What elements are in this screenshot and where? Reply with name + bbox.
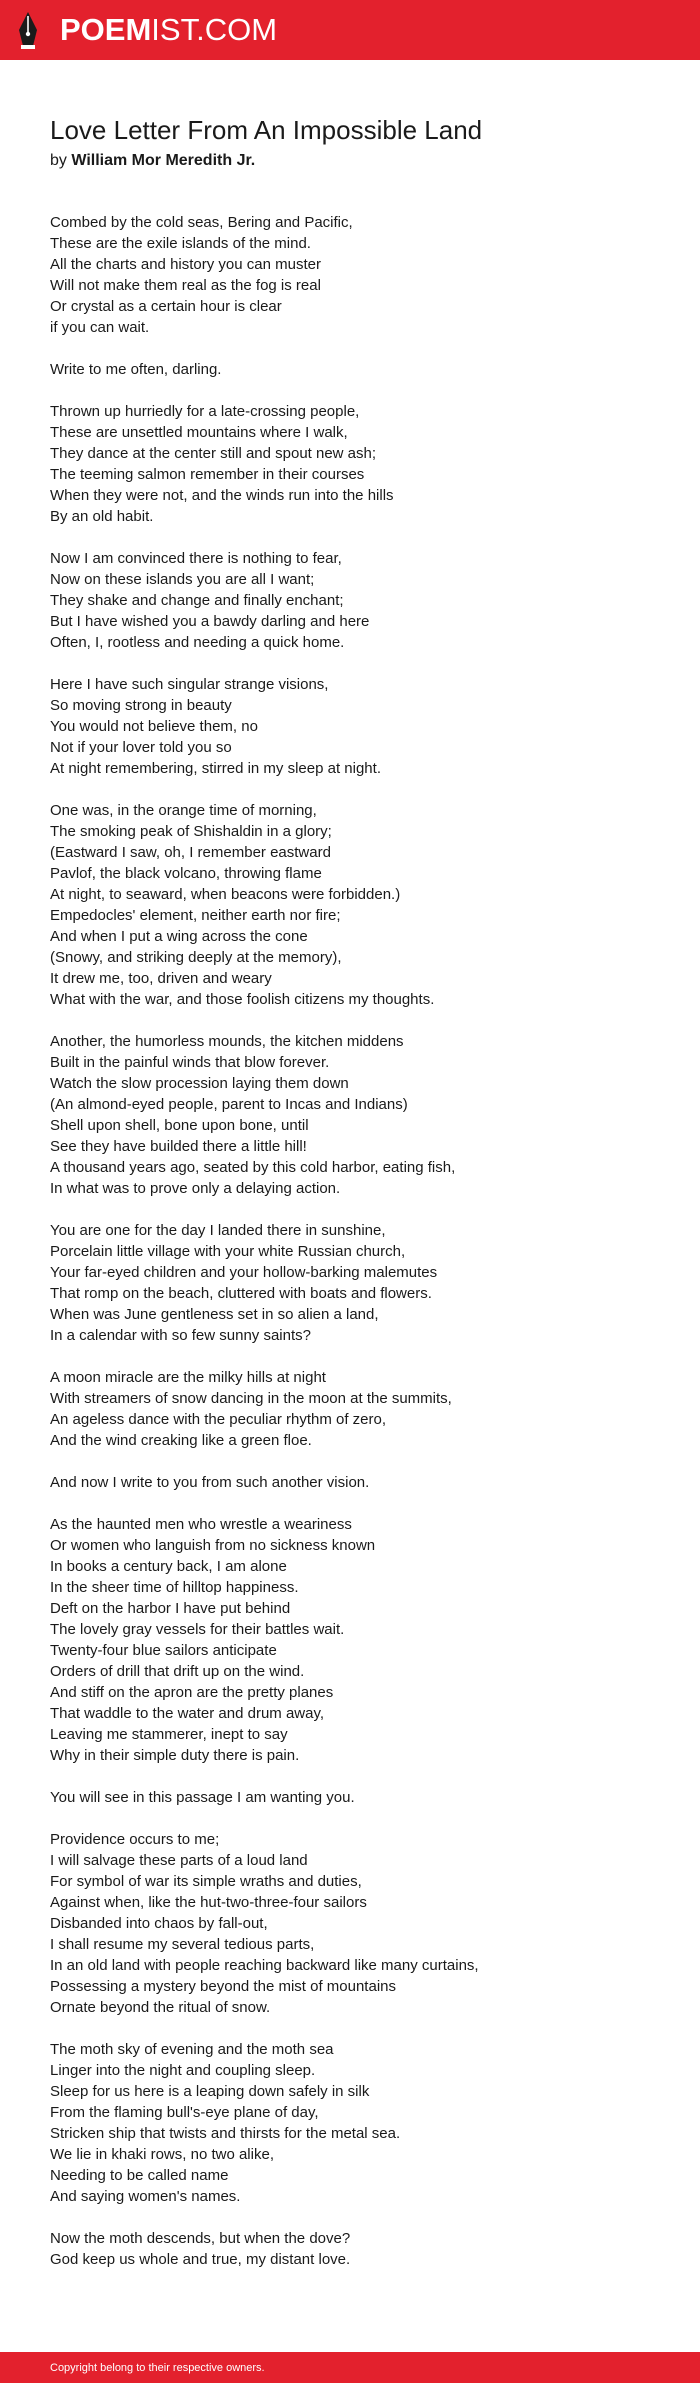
poem-content [50,112,670,2291]
poem-line: They dance at the center still and spout new ash; [50,445,377,462]
poem-line: That waddle to the water and drum away, [50,1705,325,1722]
poem-line: (An almond-eyed people, parent to Incas and Indians) [50,1096,408,1113]
poem-line: And saying women's names. [50,2188,241,2205]
poem-line: Not if your lover told you so [50,739,232,756]
poem-line: That romp on the beach, cluttered with boats and flowers. [50,1285,432,1302]
poem-line: Sleep for us here is a leaping down safely in silk [50,2083,370,2100]
poem-line: Now on these islands you are all I want; [50,571,315,588]
poem-line: Disbanded into chaos by fall-out, [50,1915,268,1932]
poem-line: Now I am convinced there is nothing to fear, [50,550,342,567]
poem-line: The teeming salmon remember in their courses [50,466,365,483]
poem-line: Or crystal as a certain hour is clear [50,298,282,315]
poem-line: And when I put a wing across the cone [50,928,308,945]
poem-stanza [50,212,670,338]
poem-stanza [50,1031,670,1199]
poem-stanza [50,1220,670,1346]
poem-line: Orders of drill that drift up on the wind. [50,1663,305,1680]
poem-line: Providence occurs to me; [50,1831,220,1848]
poem-line: In the sheer time of hilltop happiness. [50,1579,299,1596]
poem-line: Watch the slow procession laying them down [50,1075,349,1092]
poem-line: Your far-eyed children and your hollow-barking malemutes [50,1264,438,1281]
poem-line: (Snowy, and striking deeply at the memory), [50,949,342,966]
poem-line: The lovely gray vessels for their battles wait. [50,1621,345,1638]
poem-line: At night remembering, stirred in my sleep at night. [50,760,381,777]
poem-line: By an old habit. [50,508,154,525]
poem-author: William Mor Meredith Jr. [71,152,256,169]
poem-line: I will salvage these parts of a loud land [50,1852,308,1869]
poem-stanza [50,1367,670,1451]
top-header-bar [0,0,700,60]
poem-line: Will not make them real as the fog is real [50,277,321,294]
poem-line: Possessing a mystery beyond the mist of mountains [50,1978,396,1995]
poem-line: Leaving me stammerer, inept to say [50,1726,288,1743]
poem-line: We lie in khaki rows, no two alike, [50,2146,274,2163]
poem-line: Stricken ship that twists and thirsts for the metal sea. [50,2125,401,2142]
poem-line: Against when, like the hut-two-three-four sailors [50,1894,367,1911]
poem-line: All the charts and history you can muster [50,256,321,273]
poem-line: And now I write to you from such another vision. [50,1474,370,1491]
poem-line: In a calendar with so few sunny saints? [50,1327,311,1344]
poem-stanza [50,800,670,1010]
site-logo-link[interactable] [16,10,277,50]
poem-line: As the haunted men who wrestle a weariness [50,1516,352,1533]
poem-line: Empedocles' element, neither earth nor fire; [50,907,341,924]
poem-title: Love Letter From An Impossible Land [50,115,483,145]
poem-line: Another, the humorless mounds, the kitchen middens [50,1033,404,1050]
poem-line: An ageless dance with the peculiar rhythm of zero, [50,1411,387,1428]
poem-line: The moth sky of evening and the moth sea [50,2041,334,2058]
copyright-notice: Copyright belong to their respective owners. [50,2362,265,2374]
poem-line: And stiff on the apron are the pretty planes [50,1684,334,1701]
poem-line: You will see in this passage I am wanting you. [50,1789,355,1806]
poem-line: But I have wished you a bawdy darling and here [50,613,370,630]
poem-line: God keep us whole and true, my distant love. [50,2251,351,2268]
poem-line: When they were not, and the winds run into the hills [50,487,394,504]
poem-stanza [50,1829,670,2018]
poem-line: Ornate beyond the ritual of snow. [50,1999,271,2016]
poem-line: The smoking peak of Shishaldin in a glory; [50,823,332,840]
poem-line: Why in their simple duty there is pain. [50,1747,300,1764]
poem-line: Thrown up hurriedly for a late-crossing people, [50,403,360,420]
logo-bold-text: POEM [60,12,152,47]
poem-line: A thousand years ago, seated by this cold harbor, eating fish, [50,1159,456,1176]
poem-line: Needing to be called name [50,2167,229,2184]
poem-line: I shall resume my several tedious parts, [50,1936,315,1953]
poem-line: You are one for the day I landed there in sunshine, [50,1222,386,1239]
poem-line: Write to me often, darling. [50,361,222,378]
poem-line: (Eastward I saw, oh, I remember eastward [50,844,331,861]
poem-stanza [50,2039,670,2207]
poem-line: What with the war, and those foolish citizens my thoughts. [50,991,435,1008]
poem-byline [50,150,670,172]
poem-stanza [50,359,670,380]
poem-line: For symbol of war its simple wraths and duties, [50,1873,362,1890]
poem-line: Deft on the harbor I have put behind [50,1600,291,1617]
poem-line: You would not believe them, no [50,718,258,735]
poem-line: Or women who languish from no sickness known [50,1537,376,1554]
pen-nib-icon [16,10,40,50]
poem-line: Built in the painful winds that blow forever. [50,1054,330,1071]
poem-line: From the flaming bull's-eye plane of day, [50,2104,319,2121]
poem-stanza [50,674,670,779]
poem-line: Twenty-four blue sailors anticipate [50,1642,277,1659]
poem-line: if you can wait. [50,319,150,336]
poem-line: In an old land with people reaching backward like many curtains, [50,1957,479,1974]
poem-line: Here I have such singular strange visions, [50,676,329,693]
poem-stanza [50,1472,670,1493]
logo-light-text: IST.COM [151,12,278,47]
by-label: by [50,152,67,169]
poem-line: These are the exile islands of the mind. [50,235,311,252]
poem-line: These are unsettled mountains where I walk, [50,424,348,441]
poem-line: Now the moth descends, but when the dove? [50,2230,351,2247]
poem-line: Shell upon shell, bone upon bone, until [50,1117,309,1134]
poem-line: With streamers of snow dancing in the moon at the summits, [50,1390,452,1407]
poem-stanza [50,548,670,653]
poem-line: In books a century back, I am alone [50,1558,287,1575]
poem-line: At night, to seaward, when beacons were forbidden.) [50,886,401,903]
poem-line: Porcelain little village with your white Russian church, [50,1243,406,1260]
footer-bar [0,2352,700,2383]
poem-line: They shake and change and finally enchant; [50,592,344,609]
poem-body [50,212,670,2270]
poem-line: A moon miracle are the milky hills at night [50,1369,326,1386]
poem-line: Linger into the night and coupling sleep. [50,2062,316,2079]
poem-stanza [50,2228,670,2270]
poem-line: Combed by the cold seas, Bering and Pacific, [50,214,353,231]
poem-line: When was June gentleness set in so alien a land, [50,1306,379,1323]
poem-line: Often, I, rootless and needing a quick home. [50,634,345,651]
poem-line: See they have builded there a little hill! [50,1138,307,1155]
poem-stanza [50,1514,670,1766]
poem-line: One was, in the orange time of morning, [50,802,317,819]
poem-line: And the wind creaking like a green floe. [50,1432,312,1449]
poem-stanza [50,1787,670,1808]
poem-line: So moving strong in beauty [50,697,232,714]
site-logo-text [60,10,277,50]
poem-line: In what was to prove only a delaying action. [50,1180,341,1197]
poem-stanza [50,401,670,527]
poem-line: Pavlof, the black volcano, throwing flame [50,865,322,882]
poem-line: It drew me, too, driven and weary [50,970,272,987]
